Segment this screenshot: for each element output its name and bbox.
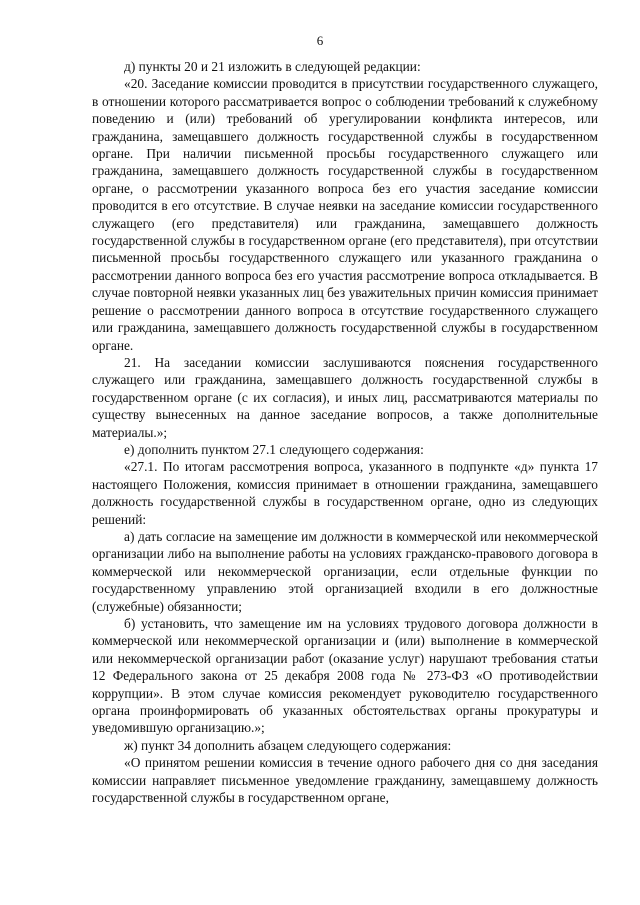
paragraph-amendment-zh: ж) пункт 34 дополнить абзацем следующего содержания: <box>124 737 452 753</box>
document-body <box>92 58 598 806</box>
paragraph-item-21: 21. На заседании комиссии заслушиваются пояснения государственного служащего или гражданина, замещавшего должность государственной службы в государственном органе (с их согласия), и иных лиц, рассматриваются материалы по существу вынесенных на данное заседание вопросов, а также дополнительные материалы.»; <box>92 354 598 440</box>
page-number: 6 <box>316 33 324 48</box>
paragraph-item-27-1: «27.1. По итогам рассмотрения вопроса, указанного в подпункте «д» пункта 17 настоящего Положения, комиссия принимает в отношении гражданина, замещавшего должность государственной службы в государственном органе, одно из следующих решений: <box>92 459 598 527</box>
paragraph-item-34-addition: «О принятом решении комиссия в течение одного рабочего дня со дня заседания комиссии направляет письменное уведомление гражданину, замещавшему должность государственной службы в государственном органе, <box>92 755 598 806</box>
paragraph-decision-a: а) дать согласие на замещение им должности в коммерческой или некоммерческой организации либо на выполнение работы на условиях гражданско-правового договора в коммерческой или некоммерческой организации, если отдельные функции по государственному управлению этой организацией входили в его должностные (служебные) обязанности; <box>92 528 598 614</box>
paragraph-item-20: «20. Заседание комиссии проводится в присутствии государственного служащего, в отношении которого рассматривается вопрос о соблюдении требований к служебному поведению и (или) требований об урегулировании конфликта интересов, или гражданина, замещавшего должность государственной службы в государственном органе. При наличии письменной просьбы государственного служащего или гражданина, замещавшего должность государственной службы в государственном органе, о рассмотрении указанного вопроса без его участия заседание комиссии проводится в его отсутствие. В случае неявки на заседание комиссии государственного служащего (его представителя) или гражданина, замещавшего должность государственной службы в государственном органе (его представителя), при отсутствии письменной просьбы государственного служащего или указанного гражданина о рассмотрении данного вопроса без его участия рассмотрение вопроса откладывается. В случае повторной неявки указанных лиц без уважительных причин комиссия принимает решение о рассмотрении данного вопроса в отсутствие государственного служащего или гражданина, замещавшего должность государственной службы в государственном органе. <box>92 76 598 353</box>
paragraph-amendment-d: д) пункты 20 и 21 изложить в следующей редакции: <box>124 59 421 74</box>
paragraph-amendment-e: е) дополнить пунктом 27.1 следующего содержания: <box>124 441 424 457</box>
paragraph-decision-b: б) установить, что замещение им на условиях трудового договора должности в коммерческой или некоммерческой организации и (или) выполнение в коммерческой или некоммерческой организации работ (оказание услуг) нарушают требования статьи 12 Федерального закона от 25 декабря 2008 года № 273-ФЗ «О противодействии коррупции». В этом случае комиссия рекомендует руководителю государственного органа проинформировать об указанных обстоятельствах органы прокуратуры и уведомившую организацию.»; <box>92 616 598 736</box>
